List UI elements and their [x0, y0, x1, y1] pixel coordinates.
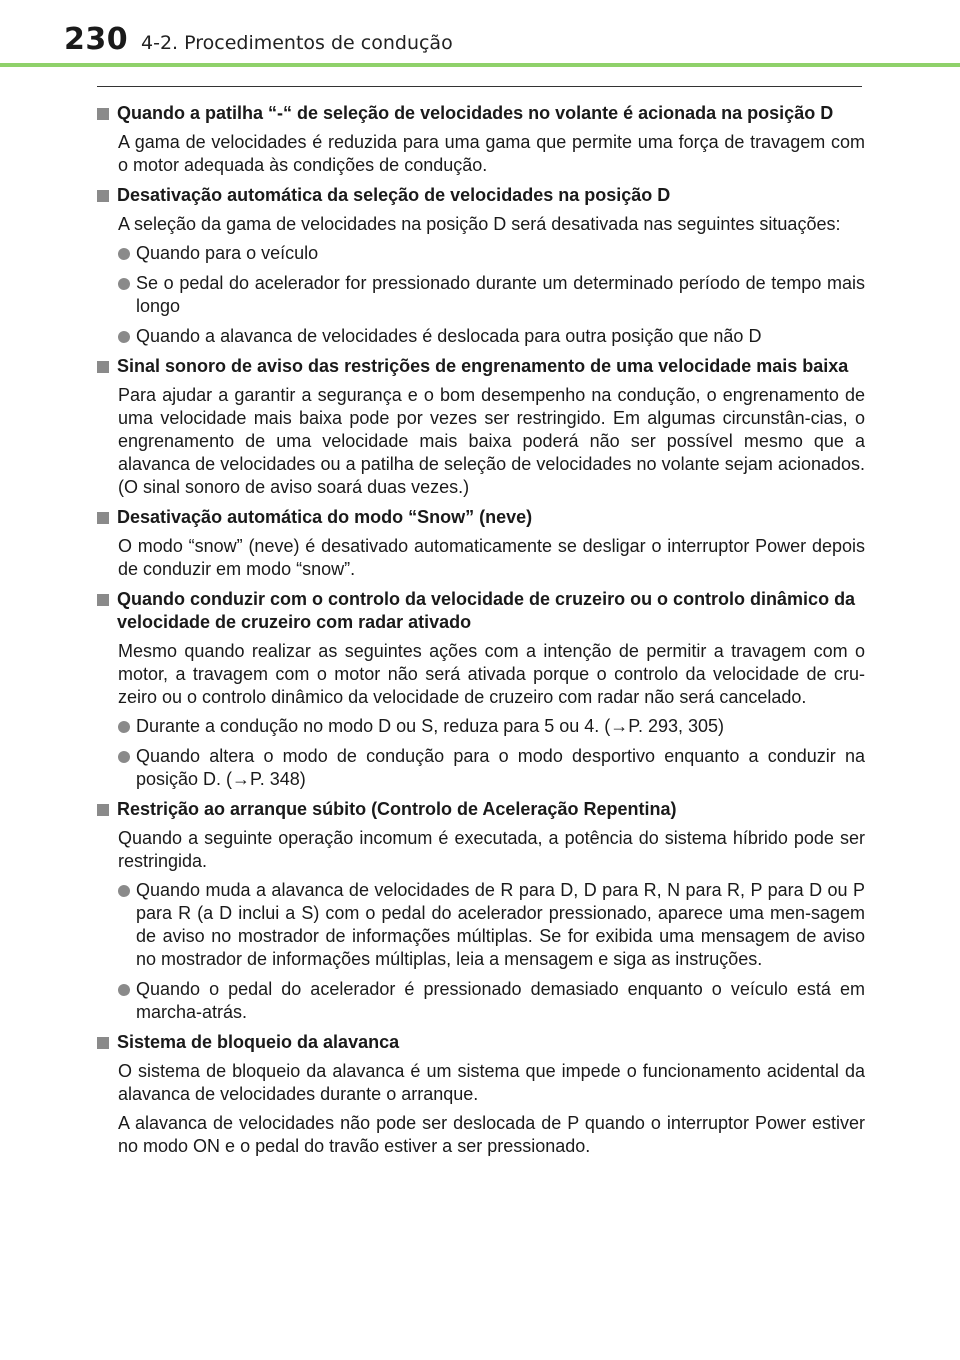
- section-heading-text: Quando a patilha “-“ de seleção de velocidades no volante é acionada na posição D: [117, 103, 834, 123]
- round-bullet-icon: [118, 984, 130, 996]
- list-item: [118, 745, 865, 791]
- list-item-text: Se o pedal do acelerador for pressionado durante um determinado período de tempo mais longo: [136, 273, 865, 316]
- round-bullet-icon: [118, 331, 130, 343]
- paragraph: O modo “snow” (neve) é desativado automaticamente se desligar o interruptor Power depois de conduzir em modo “snow”.: [118, 536, 865, 579]
- section-heading-text: Sinal sonoro de aviso das restrições de engrenamento de uma velocidade mais baixa: [117, 356, 849, 376]
- page-content: [97, 95, 865, 1164]
- paragraph: A seleção da gama de velocidades na posição D será desativada nas seguintes situações:: [118, 214, 841, 234]
- list-item: [118, 978, 865, 1024]
- square-bullet-icon: [97, 804, 109, 816]
- list-item-text: Quando o pedal do acelerador é pressionado demasiado enquanto o veículo está em marcha-atrás.: [136, 979, 865, 1022]
- paragraph: A alavanca de velocidades não pode ser deslocada de P quando o interruptor Power estiver no modo ON e o pedal do travão estiver a ser pressionado.: [118, 1113, 865, 1156]
- paragraph: Quando a seguinte operação incomum é executada, a potência do sistema híbrido pode ser restringida.: [118, 828, 865, 871]
- section: [97, 184, 865, 348]
- list-item: [118, 879, 865, 971]
- list-item: [118, 242, 865, 265]
- section-heading-text: Desativação automática do modo “Snow” (neve): [117, 507, 533, 527]
- square-bullet-icon: [97, 594, 109, 606]
- paragraph: Para ajudar a garantir a segurança e o bom desempenho na condução, o engrenamento de uma velocidade mais baixa pode por vezes ser restringido. Em algumas circunstân-cias, o engrenamento de uma velocidade mais baixa poderá não ser possível mesmo que a alavanca de velocidades ou a patilha de seleção de velocidades no volante sejam acionados. (O sinal sonoro de aviso soará duas vezes.): [118, 385, 865, 497]
- section: [97, 798, 865, 1024]
- square-bullet-icon: [97, 361, 109, 373]
- section-heading-text: Desativação automática da seleção de velocidades na posição D: [117, 185, 671, 205]
- list-item-text: Quando muda a alavanca de velocidades de R para D, D para R, N para R, P para D ou P para R (a D inclui a S) com o pedal do acelerador pressionado, aparece uma men-sagem de aviso no mostrador de informações múltiplas. Se for exibida uma mensagem de aviso no mostrador de informações múltiplas, leia a mensagem e siga as instruções.: [136, 880, 865, 969]
- list-item: [118, 715, 865, 738]
- square-bullet-icon: [97, 108, 109, 120]
- square-bullet-icon: [97, 512, 109, 524]
- square-bullet-icon: [97, 190, 109, 202]
- section-heading-text: Quando conduzir com o controlo da velocidade de cruzeiro ou o controlo dinâmico da velocidade de cruzeiro com radar ativado: [117, 589, 856, 632]
- round-bullet-icon: [118, 885, 130, 897]
- section: [97, 588, 865, 791]
- section: [97, 102, 865, 177]
- page-header: [0, 0, 960, 68]
- section-heading: [97, 1031, 865, 1054]
- header-rule: [0, 63, 960, 67]
- round-bullet-icon: [118, 751, 130, 763]
- list-item: [118, 272, 865, 318]
- round-bullet-icon: [118, 721, 130, 733]
- section: [97, 1031, 865, 1158]
- round-bullet-icon: [118, 278, 130, 290]
- paragraph: Mesmo quando realizar as seguintes ações com a intenção de permitir a travagem com o motor, a travagem com o motor não será ativada porque o controlo da velocidade de cru-zeiro ou o controlo dinâmico da velocidade de cruzeiro com radar não será cancelado.: [118, 641, 865, 707]
- list-item: [118, 325, 865, 348]
- list-item-text: Quando a alavanca de velocidades é deslocada para outra posição que não D: [136, 326, 762, 346]
- section-heading: [97, 184, 865, 207]
- section-heading-text: Sistema de bloqueio da alavanca: [117, 1032, 400, 1052]
- list-item-text: Quando para o veículo: [136, 243, 319, 263]
- paragraph: O sistema de bloqueio da alavanca é um sistema que impede o funcionamento acidental da alavanca de velocidades durante o arranque.: [118, 1061, 865, 1104]
- section-heading: [97, 102, 865, 125]
- list-item-text: Quando altera o modo de condução para o modo desportivo enquanto a conduzir na posição D. (→P. 348): [136, 746, 865, 789]
- chapter-title: 4-2. Procedimentos de condução: [141, 32, 453, 54]
- list-item-text: Durante a condução no modo D ou S, reduza para 5 ou 4. (→P. 293, 305): [136, 716, 725, 736]
- section-heading-text: Restrição ao arranque súbito (Controlo de Aceleração Repentina): [117, 799, 677, 819]
- page-number: 230: [64, 22, 129, 57]
- paragraph: A gama de velocidades é reduzida para uma gama que permite uma força de travagem com o motor adequada às condições de condução.: [118, 132, 865, 175]
- section-heading: [97, 355, 865, 378]
- section-heading: [97, 588, 865, 634]
- content-top-rule: [97, 86, 862, 87]
- square-bullet-icon: [97, 1037, 109, 1049]
- section: [97, 506, 865, 581]
- section-heading: [97, 506, 865, 529]
- round-bullet-icon: [118, 248, 130, 260]
- section-heading: [97, 798, 865, 821]
- section: [97, 355, 865, 499]
